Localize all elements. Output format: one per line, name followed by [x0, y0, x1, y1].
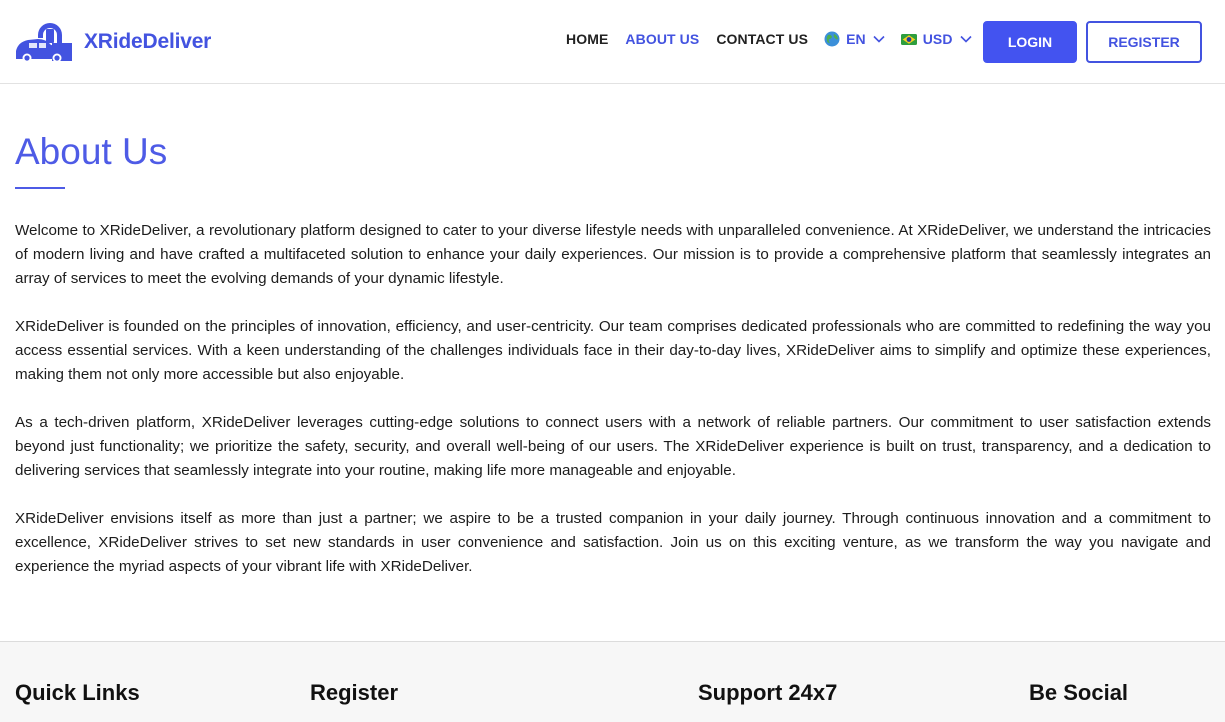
footer-register [310, 680, 398, 706]
language-selector[interactable] [824, 31, 885, 47]
site-footer [0, 641, 1225, 722]
brand-name: XRideDeliver [84, 30, 212, 53]
chevron-down-icon [873, 35, 885, 43]
nav-about-link[interactable]: ABOUT US [625, 31, 700, 47]
about-paragraph: XRideDeliver is founded on the principles of innovation, efficiency, and user-centricity. Our team comprises dedicated professionals who are committed to redefining the way you access essential services. With a keen understanding of the challenges individuals face in their day-to-day lives, XRideDeliver aims to simplify and optimize these experiences, making them not only more accessible but also enjoyable. [15, 317, 1211, 383]
footer-social [1029, 680, 1128, 706]
about-content [15, 84, 1211, 603]
about-paragraph: Welcome to XRideDeliver, a revolutionary platform designed to cater to your diverse lifestyle needs with unparalleled convenience. At XRideDeliver, we understand the intricacies of modern living and have crafted a multifaceted solution to enhance your daily experiences. Our mission is to provide a comprehensive platform that seamlessly integrates an array of services to meet the evolving demands of your dynamic lifestyle. [15, 221, 1211, 287]
main-nav [566, 31, 972, 47]
footer-heading-social: Be Social [1029, 680, 1129, 705]
globe-icon [824, 31, 840, 47]
currency-selector[interactable] [901, 31, 972, 47]
login-button[interactable]: LOGIN [983, 21, 1077, 63]
footer-heading-support: Support 24x7 [698, 680, 838, 705]
nav-home-link[interactable]: HOME [566, 31, 609, 47]
title-underline [15, 187, 65, 189]
taxi-car-pin-icon [14, 21, 74, 63]
footer-support [698, 680, 837, 706]
currency-value: USD [922, 31, 953, 47]
language-value: EN [846, 31, 866, 47]
site-header [0, 0, 1225, 84]
nav-contact-link[interactable]: CONTACT US [716, 31, 809, 47]
about-paragraph: XRideDeliver envisions itself as more than just a partner; we aspire to be a trusted companion in your daily journey. Through continuous innovation and a commitment to excellence, XRideDeliver strives to set new standards in user convenience and satisfaction. Join us on this exciting venture, as we transform the way you navigate and experience the myriad aspects of your vibrant life with XRideDeliver. [15, 509, 1211, 575]
footer-heading-register: Register [310, 680, 399, 705]
page-title: About Us [15, 131, 168, 172]
brand-logo[interactable] [14, 21, 211, 63]
footer-quick-links [15, 680, 140, 706]
about-paragraph: As a tech-driven platform, XRideDeliver leverages cutting-edge solutions to connect users with a network of reliable partners. Our commitment to user satisfaction extends beyond just functionality; we prioritize the safety, security, and overall well-being of our users. The XRideDeliver experience is built on trust, transparency, and a dedication to delivering services that seamlessly integrate into your routine, making life more manageable and enjoyable. [15, 413, 1211, 479]
footer-heading-quick-links: Quick Links [15, 680, 140, 705]
about-paragraphs [15, 219, 1211, 579]
register-button[interactable]: REGISTER [1086, 21, 1202, 63]
brazil-flag-icon [901, 31, 917, 47]
chevron-down-icon [960, 35, 972, 43]
